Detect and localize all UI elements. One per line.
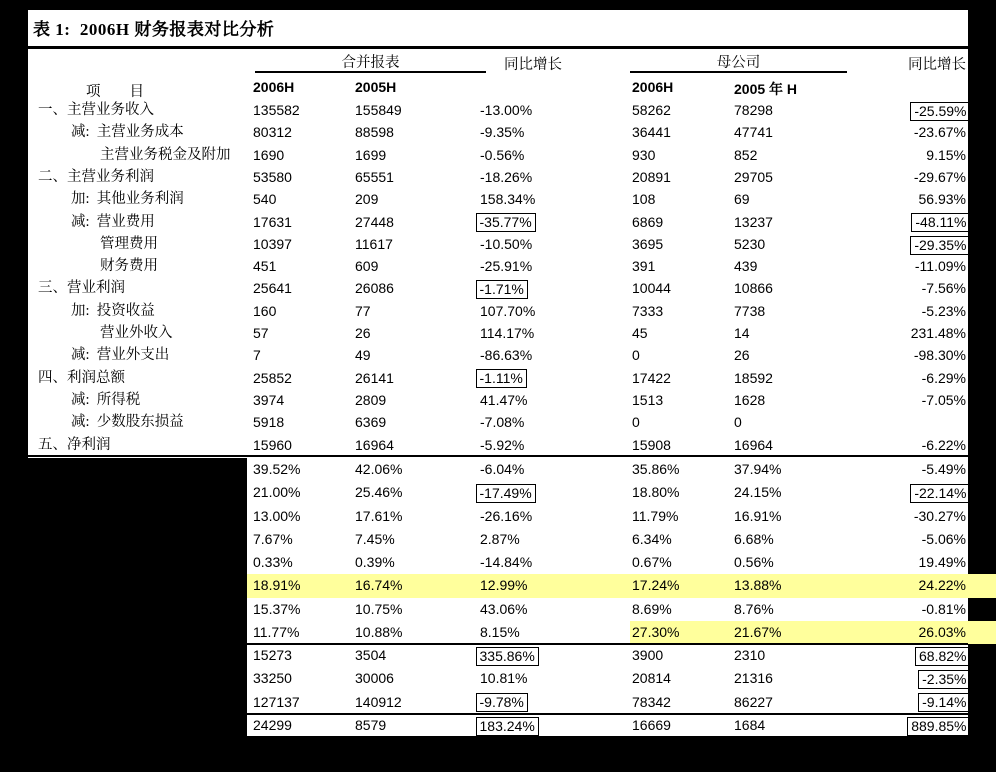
- cell-value: -5.06%: [921, 530, 966, 547]
- cell-value: 1513: [632, 391, 664, 408]
- cell-value: 58262: [632, 102, 671, 118]
- cell-value: 69: [734, 191, 750, 208]
- cell-value: 27.30%: [632, 623, 680, 640]
- cell-value: -7.05%: [921, 391, 966, 408]
- cell-value: 0.56%: [734, 554, 774, 570]
- table-row: [28, 574, 968, 597]
- cell-value: 21.00%: [253, 484, 301, 501]
- boxed-value: -29.35%: [910, 236, 970, 255]
- cell-value: 37.94%: [734, 461, 782, 477]
- table-row: [28, 211, 968, 233]
- cell-value: 10.81%: [480, 670, 528, 687]
- boxed-value: -2.35%: [918, 670, 970, 689]
- row-label: 减: 营业费用: [71, 213, 155, 230]
- cell-value: -29.67%: [913, 168, 966, 185]
- cell-value: [910, 99, 966, 121]
- cell-value: 540: [253, 191, 277, 208]
- table-row: [28, 714, 968, 737]
- boxed-value: 183.24%: [476, 717, 539, 736]
- cell-value: 231.48%: [910, 325, 966, 341]
- boxed-value: -1.11%: [476, 369, 527, 388]
- cell-value: 8.15%: [480, 623, 520, 640]
- cell-value: 7.45%: [355, 530, 395, 547]
- cell-value: -13.00%: [480, 102, 533, 118]
- cell-value: 108: [632, 191, 656, 208]
- cell-value: 0.67%: [632, 554, 672, 570]
- cell-value: 3695: [632, 235, 664, 252]
- table-row: [28, 551, 968, 574]
- cell-value: 43.06%: [480, 600, 528, 617]
- cell-value: 57: [253, 325, 269, 341]
- cell-value: 65551: [355, 168, 394, 185]
- cell-value: 29705: [734, 168, 773, 185]
- cell-value: -7.56%: [921, 280, 966, 297]
- table-row: [28, 434, 968, 456]
- cell-value: 6869: [632, 213, 664, 230]
- cell-value: 7333: [632, 302, 664, 319]
- cell-value: [918, 691, 966, 714]
- lower-table-body: [28, 458, 968, 737]
- cell-value: 209: [355, 191, 379, 208]
- cell-value: [480, 714, 539, 737]
- cell-value: 1628: [734, 391, 766, 408]
- cell-value: [480, 211, 536, 233]
- cell-value: 0: [632, 347, 640, 364]
- cell-value: 88598: [355, 124, 394, 141]
- cell-value: 13.00%: [253, 507, 301, 524]
- cell-value: 2809: [355, 391, 387, 408]
- divider: [247, 736, 968, 738]
- row-label: 加: 其他业务利润: [71, 191, 184, 208]
- cell-value: 1684: [734, 716, 766, 733]
- table-row: [28, 121, 968, 143]
- cell-value: 10.88%: [355, 623, 403, 640]
- cell-value: 107.70%: [480, 302, 536, 319]
- cell-value: [480, 691, 528, 714]
- boxed-value: -25.59%: [910, 102, 970, 121]
- table-row: [28, 367, 968, 389]
- header-col-2006h-parent: 2006H: [632, 79, 674, 95]
- table-row: [28, 389, 968, 411]
- cell-value: 930: [632, 146, 656, 163]
- row-label: 减: 少数股东损益: [71, 414, 184, 431]
- cell-value: -9.35%: [480, 124, 525, 141]
- cell-value: 10.75%: [355, 600, 403, 617]
- cell-value: 5230: [734, 235, 766, 252]
- boxed-value: -17.49%: [476, 484, 536, 503]
- cell-value: 8.69%: [632, 600, 672, 617]
- table-row: [28, 144, 968, 166]
- cell-value: 42.06%: [355, 461, 403, 477]
- table-row: [28, 322, 968, 344]
- cell-value: 6369: [355, 414, 387, 431]
- cell-value: 18.91%: [253, 577, 301, 594]
- header-col-2006h-consolidated: 2006H: [253, 79, 295, 95]
- upper-table-body: [28, 99, 968, 456]
- cell-value: 30006: [355, 670, 394, 687]
- cell-value: 17.24%: [632, 577, 680, 594]
- cell-value: 0: [734, 414, 742, 431]
- cell-value: 7738: [734, 302, 766, 319]
- row-label: 四、利润总额: [38, 369, 125, 386]
- table-row: [28, 667, 968, 690]
- cell-value: 7.67%: [253, 530, 293, 547]
- header-item: 项 目: [86, 84, 144, 100]
- row-label: 减: 营业外支出: [71, 347, 170, 364]
- row-label: 管理费用: [100, 235, 158, 252]
- cell-value: 78342: [632, 693, 671, 710]
- cell-value: 21.67%: [734, 623, 782, 640]
- cell-value: -25.91%: [480, 258, 533, 275]
- cell-value: 86227: [734, 693, 773, 710]
- table-row: [28, 621, 968, 644]
- cell-value: -14.84%: [480, 554, 533, 570]
- cell-value: 3974: [253, 391, 285, 408]
- cell-value: -6.22%: [921, 436, 966, 453]
- cell-value: 26141: [355, 369, 394, 386]
- table-row: [28, 277, 968, 299]
- cell-value: 10397: [253, 235, 292, 252]
- table-row: [28, 166, 968, 188]
- boxed-value: 335.86%: [476, 647, 539, 666]
- cell-value: 1690: [253, 146, 285, 163]
- header-consolidated: 合并报表: [341, 55, 400, 71]
- cell-value: 13237: [734, 213, 773, 230]
- cell-value: 17422: [632, 369, 671, 386]
- cell-value: 6.68%: [734, 530, 774, 547]
- boxed-value: 68.82%: [915, 647, 970, 666]
- cell-value: 39.52%: [253, 461, 301, 477]
- cell-value: 18.80%: [632, 484, 680, 501]
- cell-value: -10.50%: [480, 235, 533, 252]
- cell-value: 1699: [355, 146, 387, 163]
- cell-value: [910, 481, 966, 504]
- cell-value: 17631: [253, 213, 292, 230]
- cell-value: 3900: [632, 647, 664, 663]
- table-row: [28, 300, 968, 322]
- cell-value: [480, 277, 528, 299]
- cell-value: -18.26%: [480, 168, 533, 185]
- header-col-2005h-consolidated: 2005H: [355, 79, 397, 95]
- cell-value: 25852: [253, 369, 292, 386]
- header-yoy-consolidated: 同比增长: [504, 57, 562, 73]
- cell-value: 80312: [253, 124, 292, 141]
- cell-value: 26.03%: [918, 623, 966, 640]
- cell-value: 20814: [632, 670, 671, 687]
- row-label: 一、主营业务收入: [38, 102, 154, 118]
- cell-value: 24.15%: [734, 484, 782, 501]
- cell-value: 2310: [734, 647, 766, 663]
- cell-value: [480, 367, 527, 389]
- boxed-value: 889.85%: [907, 717, 970, 736]
- header-yoy-parent: 同比增长: [908, 57, 966, 73]
- cell-value: 26086: [355, 280, 394, 297]
- cell-value: 140912: [355, 693, 402, 710]
- cell-value: -26.16%: [480, 507, 533, 524]
- cell-value: 19.49%: [918, 554, 966, 570]
- cell-value: 21316: [734, 670, 773, 687]
- cell-value: 17.61%: [355, 507, 403, 524]
- cell-value: 49: [355, 347, 371, 364]
- table-row: [28, 644, 968, 667]
- cell-value: [480, 481, 536, 504]
- cell-value: 16.74%: [355, 577, 403, 594]
- title-underline: [28, 46, 968, 49]
- cell-value: 25641: [253, 280, 292, 297]
- table-row: [28, 458, 968, 481]
- cell-value: -5.49%: [921, 461, 966, 477]
- cell-value: 77: [355, 302, 371, 319]
- cell-value: 25.46%: [355, 484, 403, 501]
- cell-value: 18592: [734, 369, 773, 386]
- table-row: [28, 99, 968, 121]
- cell-value: 33250: [253, 670, 292, 687]
- cell-value: 391: [632, 258, 656, 275]
- cell-value: 10866: [734, 280, 773, 297]
- table-row: [28, 344, 968, 366]
- header-parent-company: 母公司: [716, 55, 761, 71]
- cell-value: 53580: [253, 168, 292, 185]
- table-row: [28, 691, 968, 714]
- cell-value: 11617: [355, 235, 393, 252]
- table-row: [28, 188, 968, 210]
- cell-value: 15908: [632, 436, 671, 453]
- cell-value: 160: [253, 302, 277, 319]
- cell-value: 24.22%: [918, 577, 966, 594]
- cell-value: 0.39%: [355, 554, 395, 570]
- table-row: [28, 233, 968, 255]
- cell-value: 8579: [355, 716, 387, 733]
- table-row: [28, 528, 968, 551]
- cell-value: 11.77%: [253, 623, 300, 640]
- cell-value: 27448: [355, 213, 394, 230]
- boxed-value: -9.14%: [918, 693, 970, 712]
- header-col-2005h-parent: 2005 年 H: [734, 81, 798, 97]
- boxed-value: -9.78%: [476, 693, 528, 712]
- cell-value: 16.91%: [734, 507, 782, 524]
- cell-value: [910, 233, 966, 255]
- cell-value: 56.93%: [918, 191, 966, 208]
- cell-value: 2.87%: [480, 530, 520, 547]
- cell-value: [480, 644, 539, 667]
- cell-value: 114.17%: [480, 325, 535, 341]
- cell-value: 78298: [734, 102, 773, 118]
- table-row: [28, 411, 968, 433]
- row-label: 三、营业利润: [38, 280, 125, 297]
- row-label: 二、主营业务利润: [38, 168, 154, 185]
- cell-value: 26: [355, 325, 371, 341]
- cell-value: 26: [734, 347, 750, 364]
- table-row: [28, 598, 968, 621]
- cell-value: 7: [253, 347, 261, 364]
- cell-value: 15273: [253, 647, 292, 663]
- cell-value: [907, 714, 966, 737]
- cell-value: 24299: [253, 716, 292, 733]
- boxed-value: -22.14%: [910, 484, 970, 503]
- cell-value: 451: [253, 258, 277, 275]
- cell-value: -6.29%: [921, 369, 966, 386]
- row-label: 营业外收入: [100, 325, 173, 341]
- cell-value: 0: [632, 414, 640, 431]
- cell-value: -98.30%: [913, 347, 966, 364]
- cell-value: 439: [734, 258, 758, 275]
- cell-value: [915, 644, 966, 667]
- boxed-value: -35.77%: [476, 213, 536, 232]
- cell-value: 13.88%: [734, 577, 782, 594]
- cell-value: [911, 211, 966, 233]
- cell-value: 852: [734, 146, 758, 163]
- row-label: 加: 投资收益: [71, 302, 155, 319]
- row-label: 财务费用: [100, 258, 158, 275]
- cell-value: 155849: [355, 102, 402, 118]
- cell-value: -30.27%: [913, 507, 966, 524]
- cell-value: 5918: [253, 414, 285, 431]
- cell-value: 45: [632, 325, 648, 341]
- cell-value: 10044: [632, 280, 671, 297]
- cell-value: -11.09%: [914, 258, 966, 275]
- cell-value: 0.33%: [253, 554, 293, 570]
- cell-value: -7.08%: [480, 414, 525, 431]
- table-row: [28, 481, 968, 504]
- cell-value: 15960: [253, 436, 292, 453]
- row-label: 五、净利润: [38, 436, 111, 453]
- table-row: [28, 505, 968, 528]
- cell-value: 14: [734, 325, 750, 341]
- cell-value: 8.76%: [734, 600, 774, 617]
- row-label: 主营业务税金及附加: [100, 146, 231, 163]
- cell-value: -6.04%: [480, 461, 525, 477]
- cell-value: -0.81%: [921, 600, 966, 617]
- cell-value: 47741: [734, 124, 773, 141]
- cell-value: 15.37%: [253, 600, 301, 617]
- cell-value: 9.15%: [926, 146, 966, 163]
- cell-value: 41.47%: [480, 391, 528, 408]
- cell-value: 135582: [253, 102, 300, 118]
- boxed-value: -1.71%: [476, 280, 528, 299]
- cell-value: 3504: [355, 647, 387, 663]
- row-label: 减: 所得税: [71, 391, 141, 408]
- row-label: 减: 主营业务成本: [71, 124, 184, 141]
- cell-value: -5.92%: [480, 436, 525, 453]
- cell-value: 158.34%: [480, 191, 536, 208]
- cell-value: 20891: [632, 168, 671, 185]
- cell-value: -0.56%: [480, 146, 525, 163]
- cell-value: 609: [355, 258, 379, 275]
- cell-value: 35.86%: [632, 461, 680, 477]
- cell-value: [918, 667, 966, 690]
- table-title: 表 1: 2006H 财务报表对比分析: [33, 20, 275, 39]
- cell-value: 36441: [632, 124, 671, 141]
- table-row: [28, 255, 968, 277]
- cell-value: 11.79%: [632, 507, 679, 524]
- cell-value: -86.63%: [480, 347, 533, 364]
- cell-value: 6.34%: [632, 530, 672, 547]
- cell-value: 127137: [253, 693, 300, 710]
- cell-value: 16669: [632, 716, 671, 733]
- cell-value: 12.99%: [480, 577, 528, 594]
- cell-value: 16964: [355, 436, 394, 453]
- cell-value: 16964: [734, 436, 773, 453]
- cell-value: -23.67%: [913, 124, 966, 141]
- cell-value: -5.23%: [921, 302, 966, 319]
- boxed-value: -48.11%: [911, 213, 970, 232]
